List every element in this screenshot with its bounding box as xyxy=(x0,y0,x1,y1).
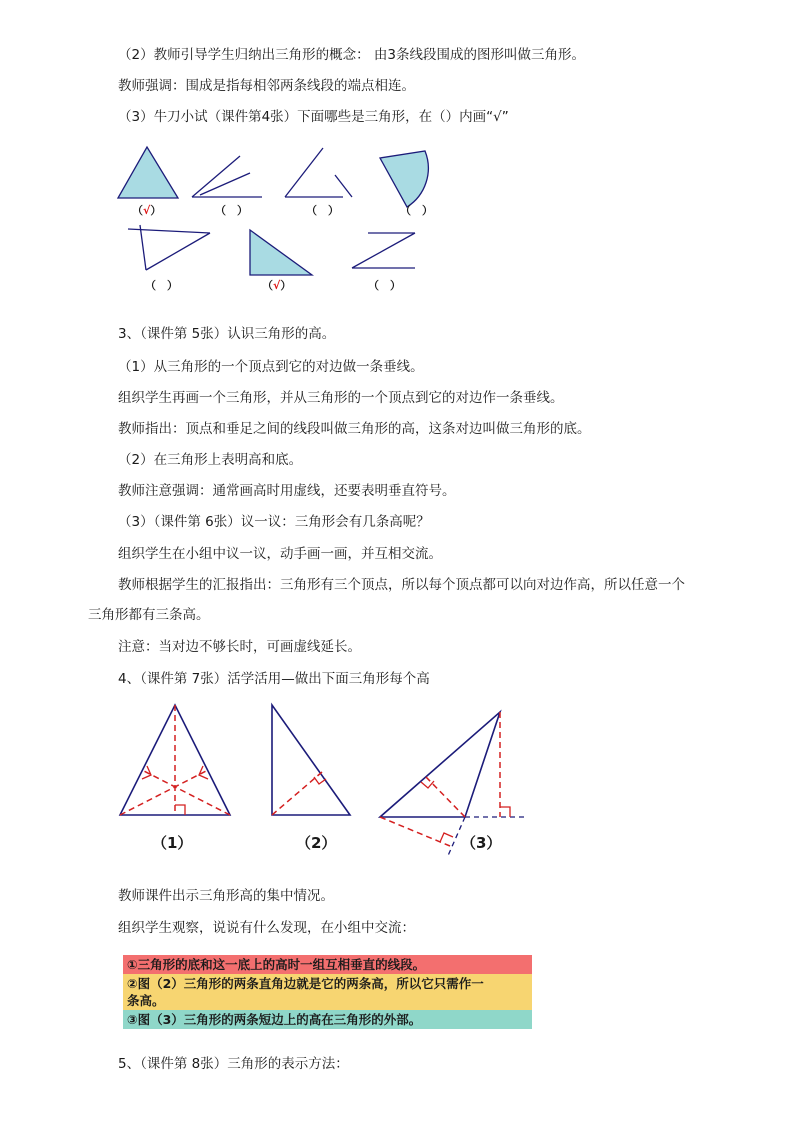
quiz-answer-7: （ ） xyxy=(368,279,401,292)
height-figure-1 xyxy=(120,705,230,815)
definition-text: 教师指出：顶点和垂足之间的线段叫做三角形的高，这条对边叫做三角形的底。 xyxy=(118,421,591,437)
check-mark-icon: √ xyxy=(143,204,151,217)
finding-3: ③图（3）三角形的两条短边上的高在三角形的外部。 xyxy=(123,1010,532,1029)
quiz-shape-6-right-triangle xyxy=(250,230,312,275)
quiz-answer-6: （√） xyxy=(262,279,292,292)
quiz-shape-7-z-shape xyxy=(352,233,415,268)
concept-text: （2）教师引导学生归纳出三角形的概念： 由3条线段围成的图形叫做三角形。 xyxy=(118,47,585,63)
height-figure-2-label: （2） xyxy=(296,834,337,852)
finding-2-line-1: ②图（2）三角形的两条直角边就是它的两条高，所以它只需作一 xyxy=(127,976,484,991)
group-discussion-text: 组织学生在小组中议一议，动手画一画，并互相交流。 xyxy=(118,546,442,562)
teacher-summary-text-cont: 三角形都有三条高。 xyxy=(88,607,210,623)
quiz-answer-3: （ ） xyxy=(306,204,339,217)
quiz-instruction: （3）牛刀小试（课件第4张）下面哪些是三角形，在（）内画“√” xyxy=(118,109,509,125)
quiz-answer-5: （ ） xyxy=(145,279,178,292)
height-figure-1-label: （1） xyxy=(152,834,193,852)
observe-text: 组织学生观察，说说有什么发现，在小组中交流： xyxy=(118,920,415,936)
finding-2-line-2: 条高。 xyxy=(127,993,165,1008)
section-3-heading: 3、（课件第 5张）认识三角形的高。 xyxy=(118,326,336,342)
step-2-text: （2）在三角形上表明高和底。 xyxy=(118,452,303,468)
section-4-heading: 4、（课件第 7张）活学活用—做出下面三角形每个高 xyxy=(118,671,430,687)
section-5-heading: 5、（课件第 8张）三角形的表示方法： xyxy=(118,1056,349,1072)
quiz-answer-1: （√） xyxy=(132,204,162,217)
teacher-summary-text: 教师根据学生的汇报指出：三角形有三个顶点，所以每个顶点都可以向对边作高，所以任意一个 xyxy=(118,577,685,593)
step-3-text: （3）（课件第 6张）议一议：三角形会有几条高呢？ xyxy=(118,514,430,530)
display-text: 教师课件出示三角形高的集中情况。 xyxy=(118,888,334,904)
check-mark-icon: √ xyxy=(273,279,281,292)
step-1-text: （1）从三角形的一个顶点到它的对边做一条垂线。 xyxy=(118,359,424,375)
quiz-shape-2-angle xyxy=(192,156,262,197)
attention-text: 注意：当对边不够长时，可画虚线延长。 xyxy=(118,639,361,655)
quiz-shape-5-crossed xyxy=(128,225,210,270)
quiz-answer-2: （ ） xyxy=(215,204,248,217)
emphasis-text: 教师强调：围成是指每相邻两条线段的端点相连。 xyxy=(118,78,415,94)
finding-1: ①三角形的底和这一底上的高时一组互相垂直的线段。 xyxy=(123,955,532,974)
height-figure-3-label: （3） xyxy=(461,834,502,852)
activity-text: 组织学生再画一个三角形，并从三角形的一个顶点到它的对边作一条垂线。 xyxy=(118,390,564,406)
finding-2 xyxy=(123,974,532,1010)
height-figure-3 xyxy=(380,712,528,858)
quiz-shape-3-open-triangle xyxy=(285,148,352,197)
quiz-shape-4-sector xyxy=(380,151,428,207)
height-figure-2 xyxy=(272,705,350,815)
note-dashed-text: 教师注意强调：通常画高时用虚线，还要表明垂直符号。 xyxy=(118,483,456,499)
quiz-shape-1-triangle xyxy=(118,147,178,198)
quiz-answer-4: （ ） xyxy=(400,204,433,217)
